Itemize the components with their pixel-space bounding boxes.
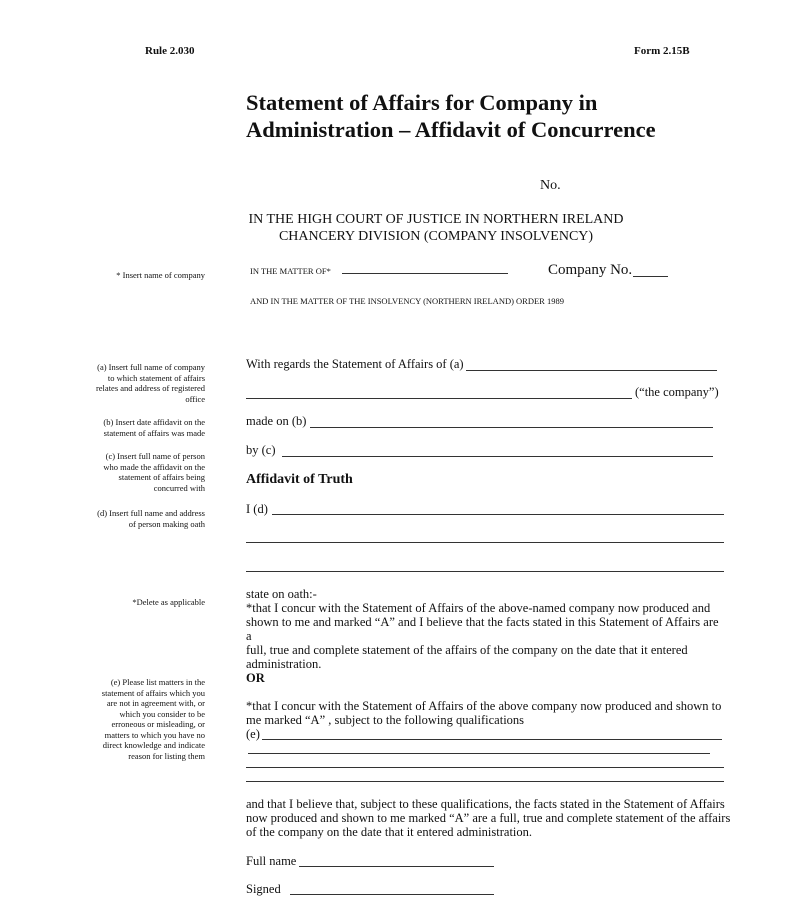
oath-block-1 [246, 587, 726, 671]
qualification-line-4[interactable] [246, 781, 724, 782]
oath-line: me marked “A” , subject to the following qualifications [246, 713, 525, 727]
note-company: * Insert name of company [116, 270, 205, 280]
matter-label: IN THE MATTER OF* [250, 266, 331, 276]
note-b-line: statement of affairs was made [103, 427, 205, 438]
oath-line: shown to me and marked “A” and I believe that the facts stated in this Statement of Affairs are a [246, 615, 719, 643]
company-field-line-2[interactable] [246, 398, 632, 399]
e-label: (e) [246, 727, 260, 741]
i-label: I (d) [246, 502, 268, 516]
signed-label: Signed [246, 882, 281, 896]
qualification-line-3[interactable] [246, 767, 724, 768]
note-c-line: concurred with [153, 482, 205, 493]
the-company-label: (“the company”) [635, 385, 719, 399]
note-a-line: office [185, 393, 205, 404]
title-line-1: Statement of Affairs for Company in [246, 90, 598, 115]
form-number: Form 2.15B [634, 45, 690, 57]
note-c-line: statement of affairs being [118, 472, 205, 482]
oath-line: administration. [246, 657, 322, 671]
court-line-1: IN THE HIGH COURT OF JUSTICE IN NORTHERN IRELAND [248, 212, 624, 227]
note-e-line: direct knowledge and indicate [102, 740, 205, 750]
company-no-label: Company No. [548, 262, 633, 278]
note-e-line: statement of affairs which you [101, 687, 205, 698]
order-text: AND IN THE MATTER OF THE INSOLVENCY (NORTHERN IRELAND) ORDER 1989 [250, 296, 564, 306]
note-e-line: reason for listing them [128, 750, 205, 761]
note-e-line: which you consider to be [119, 708, 205, 719]
deponent-line-3[interactable] [246, 571, 724, 572]
with-regards-label: With regards the Statement of Affairs of (a) [246, 357, 464, 371]
company-field-line-1[interactable] [466, 370, 717, 371]
note-b [7, 417, 205, 438]
oath-line: full, true and complete statement of the affairs of the company on the date that it entered [246, 643, 688, 657]
deponent-line-1[interactable] [272, 514, 724, 515]
by-line[interactable] [282, 456, 713, 457]
note-a-line: (a) Insert full name of company [97, 362, 205, 372]
closing-line: and that I believe that, subject to these qualifications, the facts stated in the Statement of Affairs [246, 797, 725, 811]
oath-intro: state on oath:- [246, 587, 317, 601]
note-d-line: (d) Insert full name and address [97, 508, 205, 518]
note-d [7, 508, 205, 529]
case-no-label: No. [540, 178, 561, 193]
note-a-line: relates and address of registered [95, 383, 205, 393]
full-name-label: Full name [246, 854, 297, 868]
or-label: OR [246, 671, 265, 685]
made-on-line[interactable] [310, 427, 713, 428]
title-line-2: Administration – Affidavit of Concurrence [246, 117, 656, 142]
by-label: by (c) [246, 443, 276, 457]
note-delete: *Delete as applicable [132, 597, 205, 607]
note-a [7, 362, 205, 404]
closing-block [246, 797, 731, 839]
closing-line: now produced and shown to me marked “A” are a full, true and complete statement of the affairs [246, 811, 731, 825]
note-c [7, 451, 205, 493]
note-a-line: to which statement of affairs [107, 372, 205, 383]
note-c-line: who made the affidavit on the [103, 461, 205, 472]
full-name-line[interactable] [299, 866, 494, 867]
note-d-line: of person making oath [128, 518, 205, 529]
note-c-line: (c) Insert full name of person [105, 451, 205, 461]
note-e-line: (e) Please list matters in the [110, 677, 205, 687]
oath-line: *that I concur with the Statement of Affairs of the above company now produced and shown to [246, 699, 722, 713]
oath-block-2 [246, 699, 726, 727]
company-no-line[interactable] [633, 276, 668, 277]
rule-number: Rule 2.030 [145, 45, 195, 57]
made-on-label: made on (b) [246, 414, 307, 428]
note-b-line: (b) Insert date affidavit on the [103, 417, 205, 427]
qualification-line-2[interactable] [248, 753, 710, 754]
note-e-line: matters to which you have no [104, 729, 205, 740]
company-name-line[interactable] [342, 273, 508, 274]
note-e-line: are not in agreement with, or [106, 698, 205, 708]
closing-line: of the company on the date that it entered administration. [246, 825, 533, 839]
court-heading [236, 211, 636, 245]
oath-line: *that I concur with the Statement of Affairs of the above-named company now produced and [246, 601, 711, 615]
page-title [246, 89, 656, 143]
qualification-line-1[interactable] [262, 739, 722, 740]
affidavit-heading: Affidavit of Truth [246, 472, 353, 487]
note-e [7, 677, 205, 761]
signature-line[interactable] [290, 894, 494, 895]
court-line-2: CHANCERY DIVISION (COMPANY INSOLVENCY) [278, 229, 594, 244]
note-e-line: erroneous or misleading, or [111, 719, 205, 729]
deponent-line-2[interactable] [246, 542, 724, 543]
